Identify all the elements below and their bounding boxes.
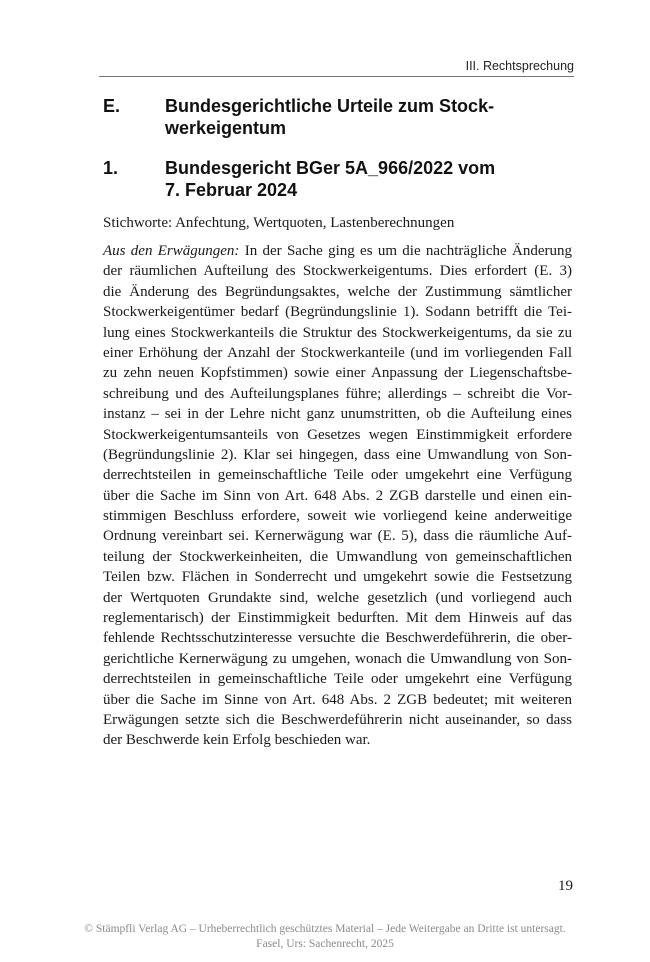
body-line: zu zehn neuen Kopfstimmen) sowie einer Anpassung der Liegenschaftsbe- — [103, 365, 572, 382]
subsection-number: 1. — [103, 158, 119, 178]
keywords: Stichworte: Anfechtung, Wertquoten, Lastenberechnungen — [103, 215, 455, 231]
body-line: gerichtliche Kernerwägung zu umgehen, wonach die Umwandlung von Son- — [103, 650, 572, 667]
section-number: E. — [103, 96, 121, 116]
body-line — [103, 241, 572, 261]
body-line: fehlende Rechtsschutzinteresse versuchte die Beschwerdeführerin, die ober- — [103, 630, 572, 647]
body-line: schreibung und des Aufteilungsplanes führe; allerdings – schreibt die Vor- — [103, 385, 572, 402]
section-title — [165, 95, 585, 139]
body-line: der Wertquoten Grundakte sind, welche gesetzlich (und vorliegend auch — [103, 589, 572, 606]
running-header: III. Rechtsprechung — [99, 58, 574, 77]
body-line: lung eines Stockwerkanteils die Struktur des Stockwerkeigentums, da sie zu — [103, 324, 572, 341]
body-line: stimmigen Beschluss erfordere, soweit wie vorliegend keine anderweitige — [103, 508, 572, 525]
section-title-line-1: Bundesgerichtliche Urteile zum Stock- — [165, 96, 495, 116]
footer-copyright: © Stämpfli Verlag AG – Urheberrechtlich geschütztes Material – Jede Weitergabe an Dritte ist untersagt. — [84, 923, 566, 935]
intro-italic: Aus den Erwägungen: — [103, 243, 240, 259]
page-number: 19 — [558, 878, 573, 894]
body-line: der räumlichen Aufteilung des Stockwerkeigentums. Dies erfordert (E. 3) — [103, 263, 572, 280]
body-line: (Begründungslinie 2). Klar sei hingegen, dass eine Umwandlung von Son- — [103, 446, 572, 463]
body-line: über die Sache im Sinn von Art. 648 Abs. 2 ZGB darstelle und einen ein- — [103, 487, 572, 504]
first-line-rest: In der Sache ging es um die nachträgliche Änderung — [239, 243, 572, 259]
body-line: Erwägungen setzte sich die Beschwerdeführerin nicht auseinander, so dass — [103, 711, 572, 728]
body-line: instanz – sei in der Lehre nicht ganz unumstritten, ob die Aufteilung eines — [103, 406, 572, 423]
footer-citation: Fasel, Urs: Sachenrecht, 2025 — [256, 938, 394, 950]
body-line: die Änderung des Begründungsaktes, welche der Zustimmung sämtlicher — [103, 283, 572, 300]
body-paragraph — [103, 241, 572, 751]
body-line: teilung der Stockwerkeinheiten, die Umwandlung von gemeinschaftlichen — [103, 548, 572, 565]
subsection-title-line-2: 7. Februar 2024 — [165, 180, 298, 200]
section-title-line-2: werkeigentum — [165, 118, 287, 138]
body-line: derrechtsteilen in gemeinschaftliche Teile oder umgekehrt eine Verfügung — [103, 467, 572, 484]
body-line: Stockwerkeigentümer bedarf (Begründungslinie 1). Sodann betrifft die Tei- — [103, 304, 572, 321]
body-line: über die Sache im Sinne von Art. 648 Abs. 2 ZGB bedeutet; mit weiteren — [103, 691, 572, 708]
body-line: der Beschwerde kein Erfolg beschieden war. — [103, 732, 371, 749]
body-line: reglementarisch) der Einstimmigkeit bedurften. Mit dem Hinweis auf das — [103, 610, 572, 627]
body-line: derrechtsteilen in gemeinschaftliche Teile oder umgekehrt eine Verfügung — [103, 671, 572, 688]
body-line: einer Erhöhung der Anzahl der Stockwerkanteile (und im vorliegenden Fall — [103, 344, 572, 361]
subsection-title — [165, 157, 585, 201]
body-line: Teilen bzw. Flächen in Sonderrecht und umgekehrt sowie die Festsetzung — [103, 569, 572, 586]
subsection-title-line-1: Bundesgericht BGer 5A_966/2022 vom — [165, 158, 496, 178]
body-line: Ordnung vereinbart sei. Kernerwägung war (E. 5), dass die räumliche Auf- — [103, 528, 572, 545]
body-line: Stockwerkeigentumsanteils von Gesetzes wegen Einstimmigkeit erfordere — [103, 426, 572, 443]
